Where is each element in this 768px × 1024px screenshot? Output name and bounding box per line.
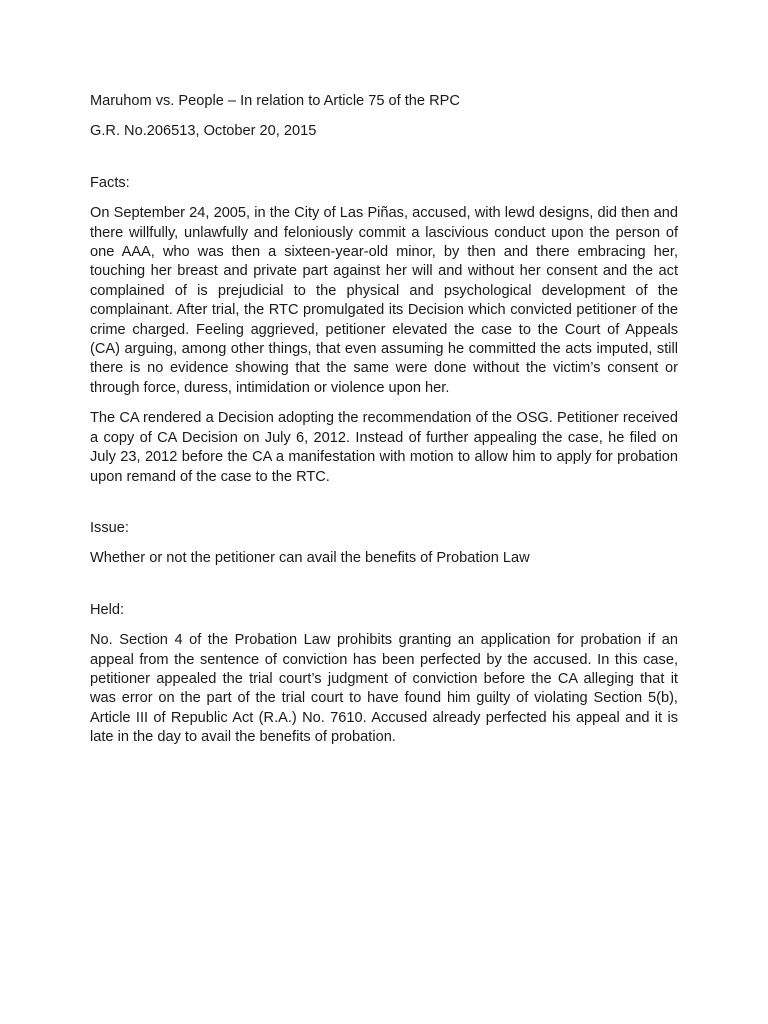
- facts-heading: Facts:: [90, 174, 130, 191]
- held-heading: Held:: [90, 601, 125, 618]
- document-body: [90, 92, 678, 748]
- case-title: Maruhom vs. People – In relation to Article 75 of the RPC: [90, 93, 460, 109]
- facts-paragraph-1: On September 24, 2005, in the City of Las Piñas, accused, with lewd designs, did then and there willfully, unlawfully and feloniously commit a lascivious conduct upon the person of one AAA, who was then a sixteen-year-old minor, by then and there embracing her, touching her breast and private part against her will and without her consent and the act complained of is prejudicial to the physical and psychological development of the complainant. After trial, the RTC promulgated its Decision which convicted petitioner of the crime charged. Feeling aggrieved, petitioner elevated the case to the Court of Appeals (CA) arguing, among other things, that even assuming he committed the acts imputed, still there is no evidence showing that the same were done without the victim’s consent or through force, duress, intimidation or violence upon her.: [90, 205, 678, 396]
- held-text: No. Section 4 of the Probation Law prohibits granting an application for probation if an appeal from the sentence of conviction has been perfected by the accused. In this case, petitioner appealed the trial court’s judgment of conviction before the CA alleging that it was error on the part of the trial court to have found him guilty of violating Section 5(b), Article III of Republic Act (R.A.) No. 7610. Accused already perfected his appeal and it is late in the day to avail the benefits of probation.: [90, 632, 678, 746]
- case-citation: G.R. No.206513, October 20, 2015: [90, 123, 317, 140]
- issue-heading: Issue:: [90, 519, 129, 536]
- facts-paragraph-2: The CA rendered a Decision adopting the recommendation of the OSG. Petitioner received a copy of CA Decision on July 6, 2012. Instead of further appealing the case, he filed on July 23, 2012 before the CA a manifestation with motion to allow him to apply for probation upon remand of the case to the RTC.: [90, 410, 678, 485]
- issue-text: Whether or not the petitioner can avail the benefits of Probation Law: [90, 550, 530, 567]
